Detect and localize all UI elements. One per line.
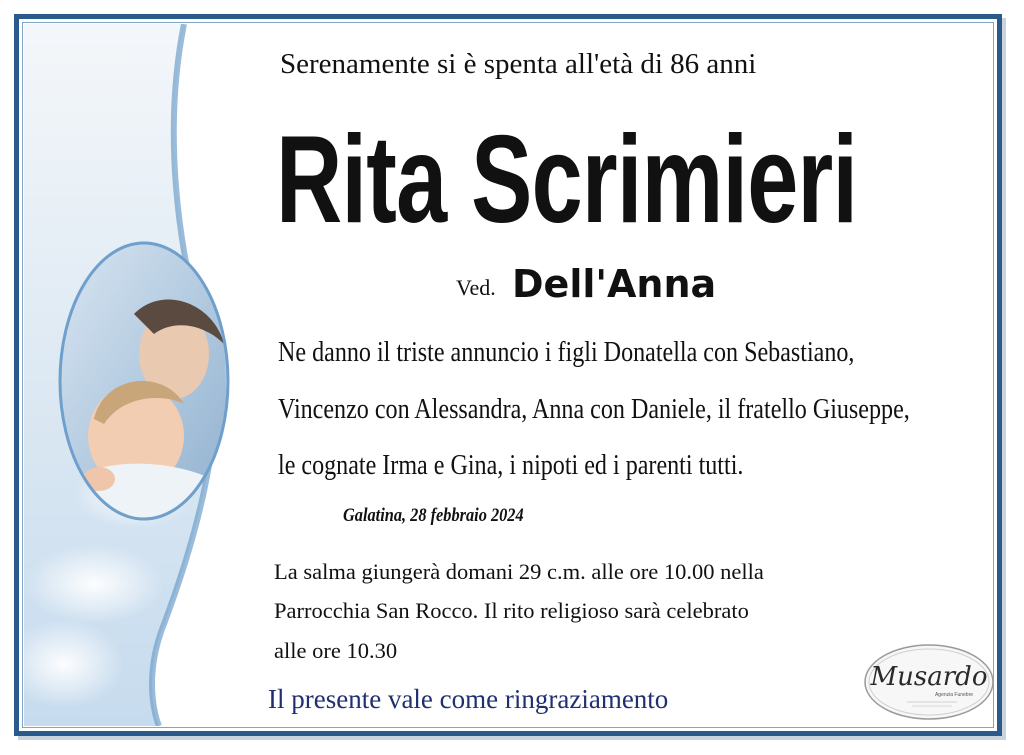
funeral-line: Parrocchia San Rocco. Il rito religioso sarà celebrato <box>274 598 749 623</box>
announcement-line: Vincenzo con Alessandra, Anna con Daniele, il fratello Giuseppe, <box>278 394 910 425</box>
deceased-name: Rita Scrimieri <box>276 111 858 249</box>
madonna-and-child-image <box>24 24 239 726</box>
logo-brand: Musardo <box>870 662 988 692</box>
announcement-line: Ne danno il triste annuncio i figli Donatella con Sebastiano, <box>278 337 855 368</box>
widow-prefix: Ved. <box>456 275 496 300</box>
funeral-line: La salma giungerà domani 29 c.m. alle ore 10.00 nella <box>274 559 764 584</box>
intro-line: Serenamente si è spenta all'età di 86 anni <box>280 48 757 80</box>
musardo-logo <box>862 642 996 722</box>
married-name: Dell'Anna <box>512 262 717 306</box>
announcement-line: le cognate Irma e Gina, i nipoti ed i parenti tutti. <box>278 450 744 481</box>
logo-tagline: Agenzia Funebre <box>934 692 974 698</box>
thanks-line: Il presente vale come ringraziamento <box>268 684 669 714</box>
place-date: Galatina, 28 febbraio 2024 <box>343 505 524 526</box>
funeral-line: alle ore 10.30 <box>274 638 398 663</box>
